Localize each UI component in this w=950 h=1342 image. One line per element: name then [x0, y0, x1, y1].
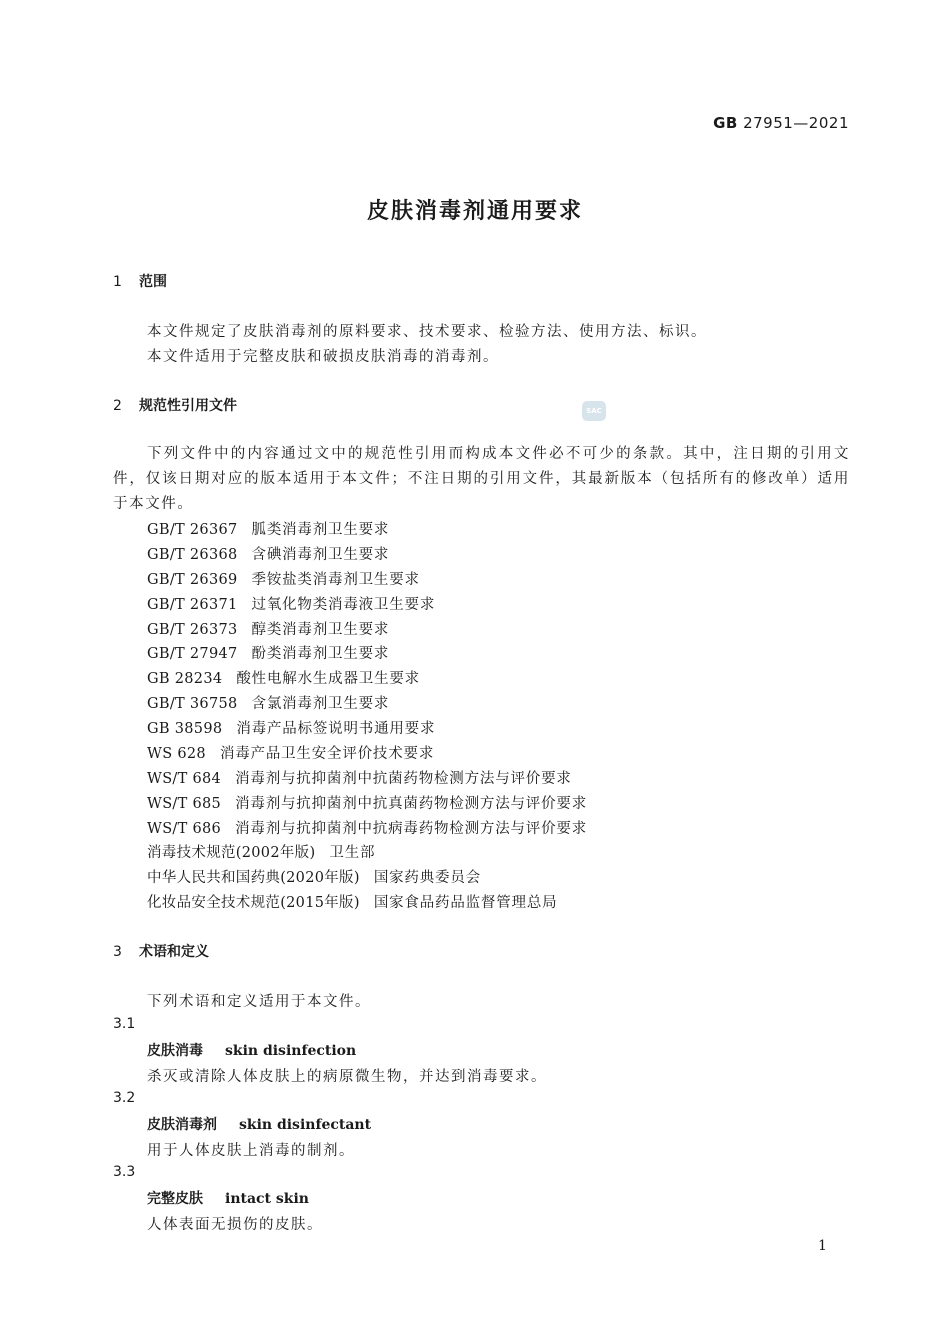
reference-code: GB/T 26368 — [147, 547, 238, 563]
reference-title: 消毒剂与抗抑菌剂中抗病毒药物检测方法与评价要求 — [235, 821, 587, 837]
reference-item — [147, 817, 587, 838]
term-zh: 皮肤消毒 — [147, 1043, 203, 1059]
reference-code: 化妆品安全技术规范(2015年版) — [147, 895, 360, 911]
reference-title: 季铵盐类消毒剂卫生要求 — [251, 572, 420, 588]
reference-item — [147, 767, 572, 788]
reference-item — [147, 742, 434, 763]
reference-title: 消毒产品卫生安全评价技术要求 — [219, 746, 435, 762]
term-heading — [147, 1114, 371, 1134]
term-number: 3.2 — [113, 1090, 136, 1106]
reference-title: 卫生部 — [329, 845, 376, 861]
page-number: 1 — [818, 1238, 827, 1254]
section-title: 范围 — [139, 274, 167, 290]
section-title: 术语和定义 — [139, 944, 209, 960]
reference-code: WS/T 685 — [147, 796, 222, 812]
term-heading — [147, 1040, 356, 1060]
reference-item — [147, 841, 375, 862]
reference-code: GB/T 26373 — [147, 622, 238, 638]
term-en: skin disinfection — [225, 1043, 357, 1059]
reference-code: GB 38598 — [147, 721, 223, 737]
standard-code — [713, 114, 849, 132]
reference-title: 消毒剂与抗抑菌剂中抗真菌药物检测方法与评价要求 — [235, 796, 587, 812]
paragraph: 下列术语和定义适用于本文件。 — [147, 994, 371, 1010]
reference-code: 消毒技术规范(2002年版) — [147, 845, 316, 861]
reference-title: 酚类消毒剂卫生要求 — [251, 646, 390, 662]
term-definition: 杀灭或清除人体皮肤上的病原微生物，并达到消毒要求。 — [147, 1069, 547, 1085]
reference-title: 酸性电解水生成器卫生要求 — [236, 671, 420, 687]
reference-title: 消毒剂与抗抑菌剂中抗菌药物检测方法与评价要求 — [235, 771, 572, 787]
section-number: 2 — [113, 398, 122, 414]
code-prefix: GB — [713, 114, 738, 132]
term-heading — [147, 1188, 309, 1208]
reference-code: 中华人民共和国药典(2020年版) — [147, 870, 360, 886]
reference-title: 消毒产品标签说明书通用要求 — [236, 721, 436, 737]
reference-item — [147, 717, 435, 738]
reference-item — [147, 568, 420, 589]
reference-code: GB/T 26367 — [147, 522, 238, 538]
reference-title: 醇类消毒剂卫生要求 — [251, 622, 390, 638]
section-number: 1 — [113, 274, 122, 290]
reference-code: GB 28234 — [147, 671, 223, 687]
reference-item — [147, 593, 435, 614]
reference-code: GB/T 26371 — [147, 597, 238, 613]
sac-watermark-logo: SAC — [582, 401, 606, 421]
reference-code: GB/T 27947 — [147, 646, 238, 662]
section-title: 规范性引用文件 — [139, 398, 237, 414]
reference-code: GB/T 36758 — [147, 696, 238, 712]
term-zh: 皮肤消毒剂 — [147, 1117, 217, 1133]
reference-code: GB/T 26369 — [147, 572, 238, 588]
paragraph: 下列文件中的内容通过文中的规范性引用而构成本文件必不可少的条款。其中，注日期的引用文件，仅该日期对应的版本适用于本文件；不注日期的引用文件，其最新版本（包括所有的修改单）适用于本文件。 — [113, 446, 850, 512]
reference-code: WS/T 686 — [147, 821, 222, 837]
reference-item — [147, 618, 389, 639]
paragraph: 本文件规定了皮肤消毒剂的原料要求、技术要求、检验方法、使用方法、标识。 — [147, 324, 707, 340]
reference-title: 国家药典委员会 — [373, 870, 481, 886]
section-1-heading — [113, 271, 167, 291]
reference-code: WS 628 — [147, 746, 206, 762]
reference-item — [147, 518, 389, 539]
section-2-heading — [113, 395, 237, 415]
term-definition: 人体表面无损伤的皮肤。 — [147, 1217, 323, 1233]
reference-item — [147, 866, 481, 887]
reference-title: 胍类消毒剂卫生要求 — [251, 522, 390, 538]
term-en: skin disinfectant — [239, 1117, 372, 1133]
reference-title: 国家食品药品监督管理总局 — [373, 895, 558, 911]
term-number: 3.1 — [113, 1016, 136, 1032]
reference-item — [147, 543, 389, 564]
section-number: 3 — [113, 944, 122, 960]
paragraph: 本文件适用于完整皮肤和破损皮肤消毒的消毒剂。 — [147, 349, 499, 365]
code-number: 27951—2021 — [743, 114, 849, 132]
reference-item — [147, 792, 587, 813]
reference-item — [147, 692, 389, 713]
term-definition: 用于人体皮肤上消毒的制剂。 — [147, 1143, 355, 1159]
term-number: 3.3 — [113, 1164, 136, 1180]
reference-item — [147, 667, 420, 688]
reference-title: 含碘消毒剂卫生要求 — [251, 547, 390, 563]
term-zh: 完整皮肤 — [147, 1191, 203, 1207]
reference-title: 过氧化物类消毒液卫生要求 — [251, 597, 436, 613]
term-en: intact skin — [225, 1191, 309, 1207]
reference-title: 含氯消毒剂卫生要求 — [251, 696, 390, 712]
reference-item — [147, 891, 557, 912]
document-title: 皮肤消毒剂通用要求 — [366, 199, 583, 224]
reference-item — [147, 642, 389, 663]
section-3-heading — [113, 941, 209, 961]
reference-code: WS/T 684 — [147, 771, 222, 787]
